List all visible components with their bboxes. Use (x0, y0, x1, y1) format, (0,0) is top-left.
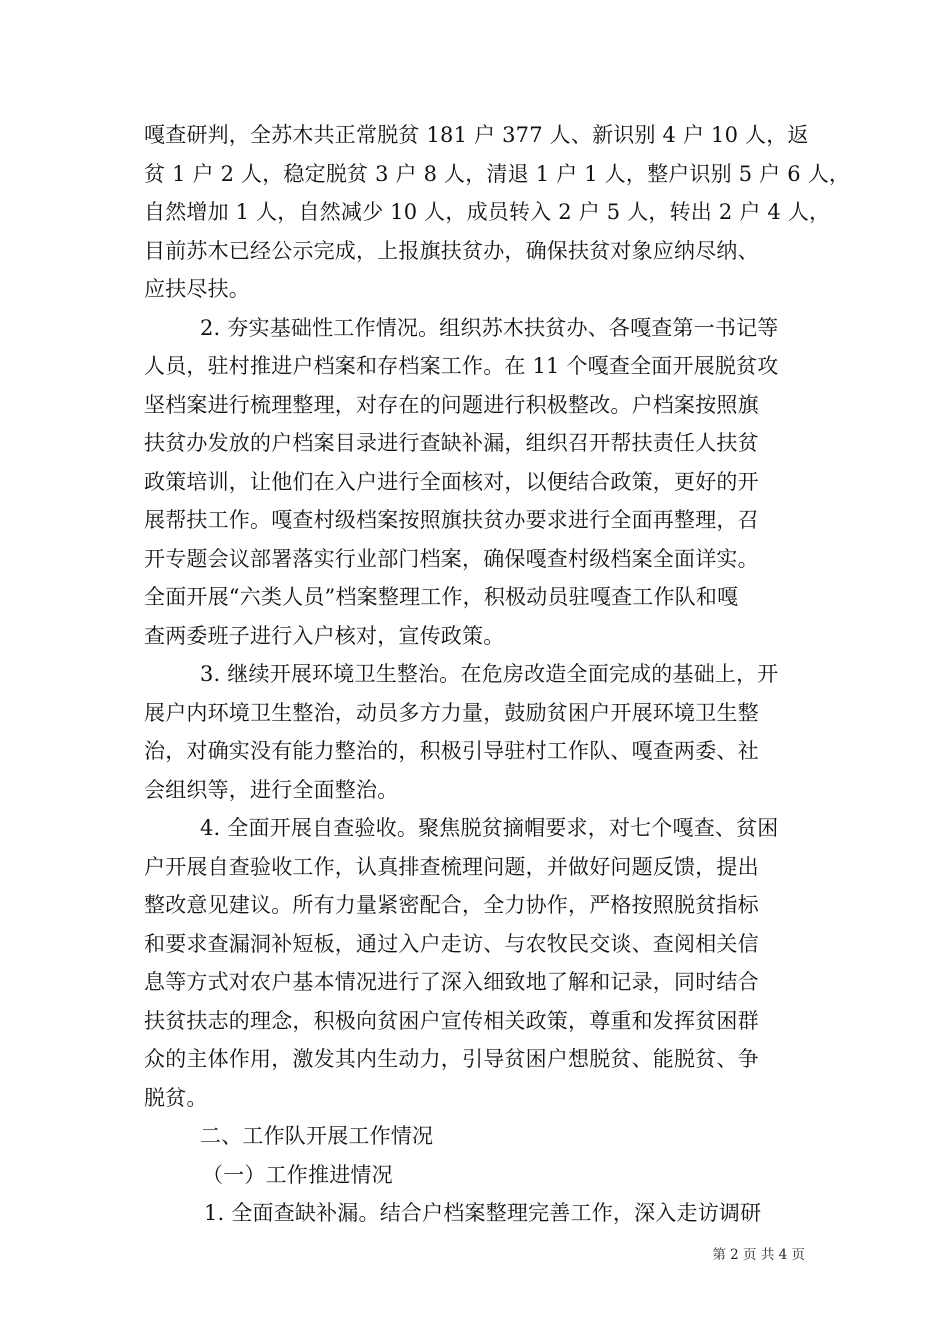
text-line: 会组织等，进行全面整治。 (144, 777, 399, 802)
text-line: 展户内环境卫生整治，动员多方力量，鼓励贫困户开展环境卫生整 (144, 700, 759, 725)
text-line: 贫 1 户 2 人，稳定脱贫 3 户 8 人，清退 1 户 1 人，整户识别 5 户 6 人， (144, 161, 851, 186)
paragraph-2 (144, 309, 806, 656)
text-line: 户开展自查验收工作，认真排查梳理问题，并做好问题反馈，提出 (144, 854, 759, 879)
page-number: 第 2 页 共 4 页 (712, 1247, 805, 1263)
text-line: 4. 全面开展自查验收。聚焦脱贫摘帽要求，对七个嘎查、贫困 (200, 816, 779, 840)
subsection-heading: （一）工作推进情况 (202, 1162, 393, 1187)
text-line: 展帮扶工作。嘎查村级档案按照旗扶贫办要求进行全面再整理，召 (144, 508, 759, 532)
text-line: 自然增加 1 人，自然减少 10 人，成员转入 2 户 5 人，转出 2 户 4 人， (144, 200, 831, 224)
paragraph-1 (144, 116, 851, 309)
text-line: 整改意见建议。所有力量紧密配合，全力协作，严格按照脱贫指标 (144, 893, 759, 917)
text-line: 目前苏木已经公示完成，上报旗扶贫办，确保扶贫对象应纳尽纳、 (144, 238, 759, 263)
text-line: 全面开展“六类人员”档案整理工作，积极动员驻嘎查工作队和嘎 (144, 585, 739, 609)
text-line: 嘎查研判，全苏木共正常脱贫 181 户 377 人、新识别 4 户 10 人，返 (144, 123, 809, 147)
text-line: 扶贫办发放的户档案目录进行查缺补漏，组织召开帮扶责任人扶贫 (144, 431, 759, 455)
text-line: 扶贫扶志的理念，积极向贫困户宣传相关政策，尊重和发挥贫困群 (144, 1008, 759, 1033)
text-line: 治，对确实没有能力整治的，积极引导驻村工作队、嘎查两委、社 (144, 739, 759, 763)
text-line: 脱贫。 (144, 1085, 208, 1110)
paragraph-4 (144, 809, 806, 1117)
text-line: 2. 夯实基础性工作情况。组织苏木扶贫办、各嘎查第一书记等 (200, 315, 779, 340)
text-line: 众的主体作用，激发其内生动力，引导贫困户想脱贫、能脱贫、争 (144, 1047, 759, 1071)
text-line: 和要求查漏洞补短板，通过入户走访、与农牧民交谈、查阅相关信 (144, 931, 759, 956)
document-body (144, 116, 851, 1233)
section-heading: 二、工作队开展工作情况 (200, 1124, 434, 1148)
text-line: 坚档案进行梳理整理，对存在的问题进行积极整改。户档案按照旗 (144, 392, 759, 417)
text-line: 查两委班子进行入户核对，宣传政策。 (144, 623, 505, 648)
paragraph-5 (144, 1194, 806, 1233)
text-line: 3. 继续开展环境卫生整治。在危房改造全面完成的基础上，开 (200, 662, 779, 686)
text-line: 1. 全面查缺补漏。结合户档案整理完善工作，深入走访调研 (204, 1201, 762, 1225)
paragraph-3 (144, 655, 806, 809)
text-line: 息等方式对农户基本情况进行了深入细致地了解和记录，同时结合 (144, 970, 759, 994)
text-line: 应扶尽扶。 (144, 277, 250, 301)
text-line: 开专题会议部署落实行业部门档案，确保嘎查村级档案全面详实。 (144, 546, 759, 571)
text-line: 政策培训，让他们在入户进行全面核对，以便结合政策，更好的开 (144, 469, 759, 494)
text-line: 人员，驻村推进户档案和存档案工作。在 11 个嘎查全面开展脱贫攻 (144, 354, 779, 378)
